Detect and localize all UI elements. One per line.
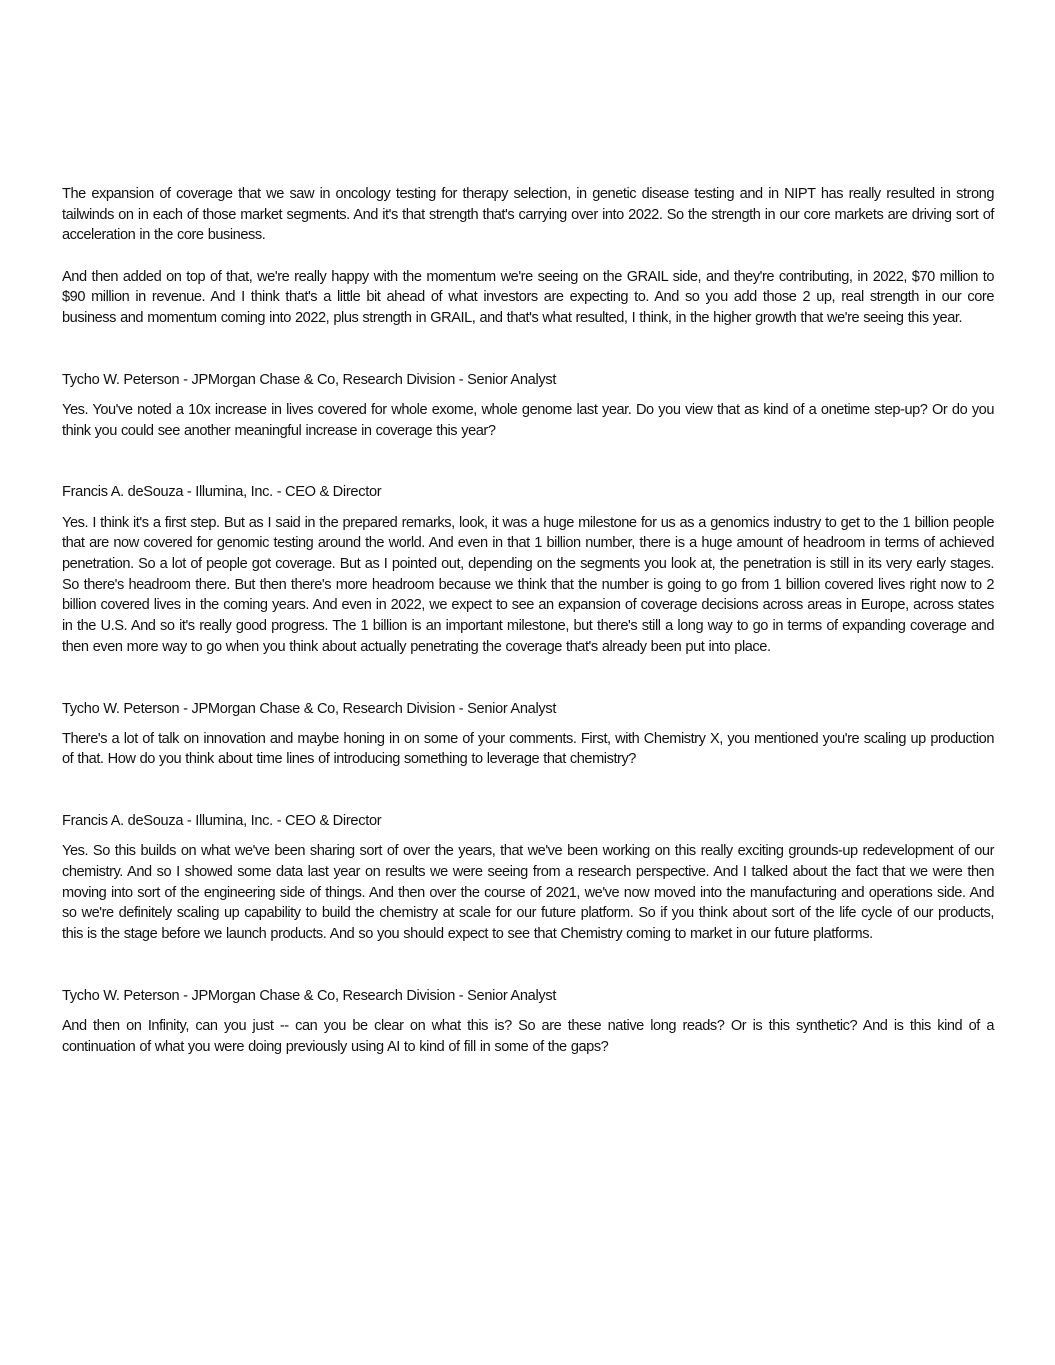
speaker-remark: Yes. I think it's a first step. But as I said in the prepared remarks, look, it was a huge milestone for us as a genomics industry to get to the 1 billion people that are now covered for genomic testing around the world. And even in that 1 billion number, there is a huge amount of headroom in terms of achieved penetration. So a lot of people got coverage. But as I pointed out, depending on the segments you look at, the penetration is still in its very early stages. So there's headroom there. But then there's more headroom because we think that the number is going to go from 1 billion covered lives right now to 2 billion covered lives in the coming years. And even in 2022, we expect to see an expansion of coverage decisions across areas in Europe, across states in the U.S. And so it's really good progress. The 1 billion is an important milestone, but there's still a long way to go in terms of expanding coverage and then even more way to go when you think about actually penetrating the coverage that's already been put into place.	[62, 514, 994, 655]
speaker-name: Francis A. deSouza - Illumina, Inc. - CEO & Director	[62, 813, 382, 830]
transcript-page	[62, 184, 994, 1057]
intro-paragraph-2: And then added on top of that, we're really happy with the momentum we're seeing on the GRAIL side, and they're contributing, in 2022, $70 million to $90 million in revenue. And I think that's a little bit ahead of what investors are expecting to. And so you add those 2 up, real strength in our core business and momentum coming into 2022, plus strength in GRAIL, and that's what resulted, I think, in the higher growth that we're seeing this year.	[62, 268, 994, 327]
speaker-remark: There's a lot of talk on innovation and maybe honing in on some of your comments. First, with Chemistry X, you mentioned you're scaling up production of that. How do you think about time lines of introducing something to leverage that chemistry?	[62, 730, 994, 768]
speaker-name: Tycho W. Peterson - JPMorgan Chase & Co, Research Division - Senior Analyst	[62, 700, 557, 717]
speaker-remark: Yes. So this builds on what we've been sharing sort of over the years, that we've been working on this really exciting grounds-up redevelopment of our chemistry. And so I showed some data last year on results we were seeing from a research perspective. And I talked about the fact that we were then moving into sort of the engineering side of things. And then over the course of 2021, we've now moved into the manufacturing and operations side. And so we're definitely scaling up capability to build the chemistry at scale for our future platform. So if you think about sort of the life cycle of our products, this is the stage before we launch products. And so you should expect to see that Chemistry coming to market in our future platforms.	[62, 843, 994, 943]
speaker-name: Francis A. deSouza - Illumina, Inc. - CEO & Director	[62, 484, 382, 501]
speaker-name: Tycho W. Peterson - JPMorgan Chase & Co, Research Division - Senior Analyst	[62, 371, 557, 388]
speaker-remark: And then on Infinity, can you just -- can you be clear on what this is? So are these native long reads? Or is this synthetic? And is this kind of a continuation of what you were doing previously using AI to kind of fill in some of the gaps?	[62, 1018, 994, 1055]
intro-paragraph-1: The expansion of coverage that we saw in oncology testing for therapy selection, in genetic disease testing and in NIPT has really resulted in strong tailwinds on in each of those market segments. And it's that strength that's carrying over into 2022. So the strength in our core markets are driving sort of acceleration in the core business.	[62, 186, 994, 244]
speaker-name: Tycho W. Peterson - JPMorgan Chase & Co, Research Division - Senior Analyst	[62, 987, 557, 1004]
speaker-remark: Yes. You've noted a 10x increase in lives covered for whole exome, whole genome last year. Do you view that as kind of a onetime step-up? Or do you think you could see another meaningful increase in coverage this year?	[62, 402, 994, 439]
